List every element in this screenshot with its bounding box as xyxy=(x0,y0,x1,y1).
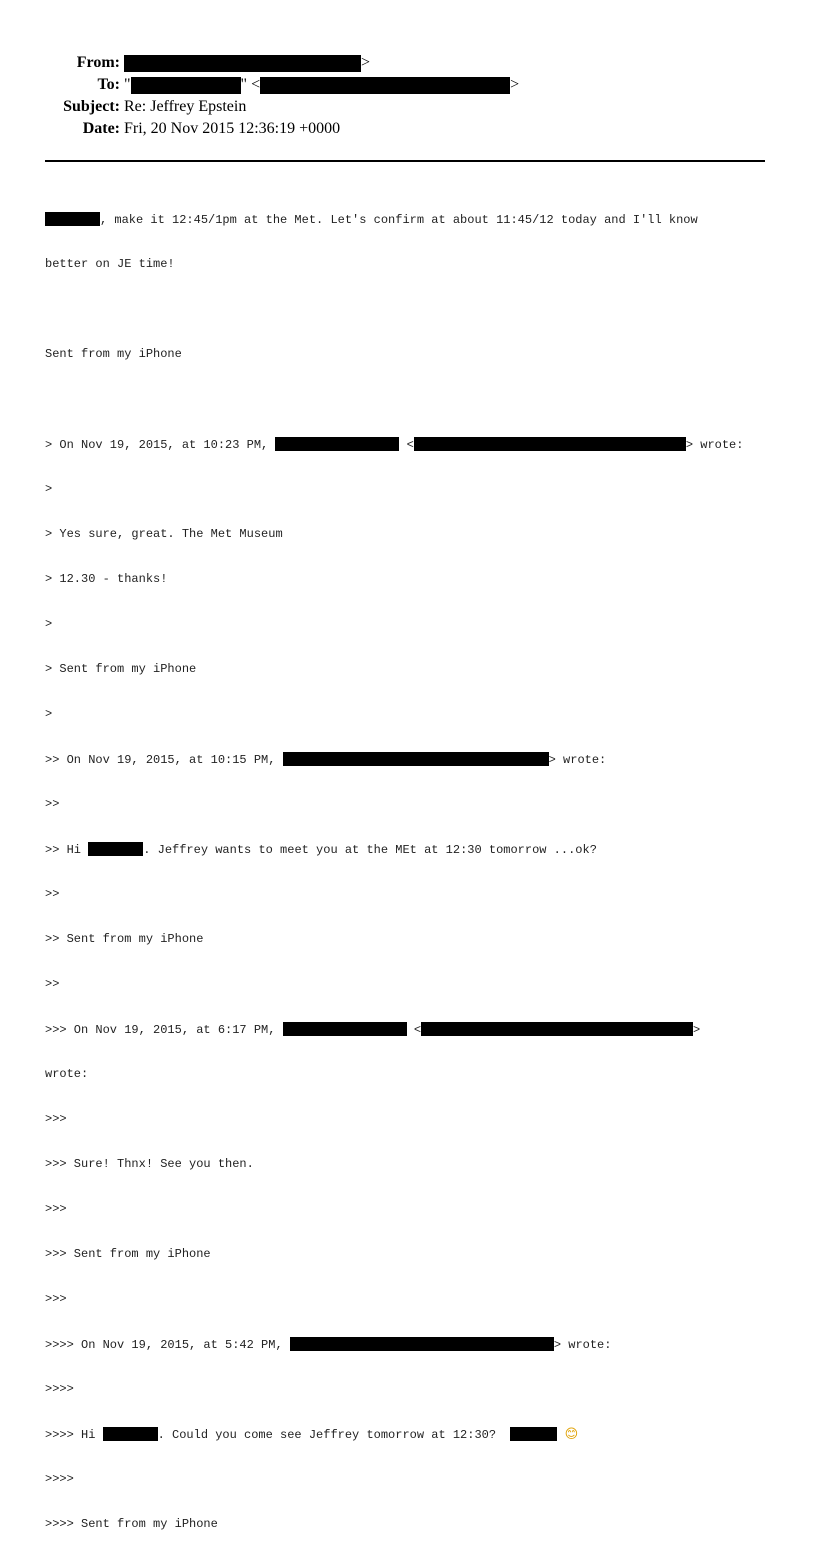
body-line: >>> xyxy=(45,1202,67,1216)
to-value xyxy=(124,76,519,94)
redaction xyxy=(88,842,143,856)
body-line: >>>> xyxy=(45,1382,74,1396)
redaction xyxy=(45,212,100,226)
from-value xyxy=(124,54,370,72)
redaction xyxy=(124,55,361,72)
body-line: >> xyxy=(45,887,60,901)
redaction xyxy=(103,1427,158,1441)
body-text: > wrote: xyxy=(548,753,607,767)
body-line: > 12.30 - thanks! xyxy=(45,572,168,586)
body-line: >>>> xyxy=(45,1472,74,1486)
body-line: > xyxy=(45,482,53,496)
header-divider xyxy=(45,160,765,162)
body-text: . Jeffrey wants to meet you at the MEt at 12:30 tomorrow ...ok? xyxy=(143,843,597,857)
body-line xyxy=(45,302,785,317)
body-line xyxy=(45,212,785,227)
redaction xyxy=(131,77,241,94)
to-suffix: > xyxy=(510,76,520,93)
body-line xyxy=(45,752,785,767)
body-text: > xyxy=(693,1023,701,1037)
to-quote-close: " < xyxy=(240,76,261,93)
redaction xyxy=(260,77,510,94)
body-line: > Sent from my iPhone xyxy=(45,662,197,676)
email-body xyxy=(45,182,785,1547)
body-line xyxy=(45,1022,785,1037)
body-line: > xyxy=(45,617,53,631)
body-line: >>> xyxy=(45,1292,67,1306)
from-suffix: > xyxy=(361,54,371,71)
body-text: >>>> On Nov 19, 2015, at 5:42 PM, xyxy=(45,1338,290,1352)
body-line xyxy=(45,1427,785,1442)
body-text: > On Nov 19, 2015, at 10:23 PM, xyxy=(45,438,276,452)
from-row xyxy=(0,54,600,72)
body-line xyxy=(45,392,785,407)
redaction xyxy=(283,1022,407,1036)
body-text: , make it 12:45/1pm at the Met. Let's confirm at about 11:45/12 today and I'll know xyxy=(100,213,698,227)
subject-row xyxy=(0,98,600,116)
date-value: Fri, 20 Nov 2015 12:36:19 +0000 xyxy=(124,120,341,137)
date-label: Date: xyxy=(82,120,120,137)
body-line xyxy=(45,437,785,452)
body-line: > xyxy=(45,707,53,721)
body-text: > wrote: xyxy=(685,438,744,452)
body-text: > wrote: xyxy=(553,1338,612,1352)
body-text: >> Hi xyxy=(45,843,89,857)
body-text: < xyxy=(399,438,414,452)
body-line xyxy=(45,1337,785,1352)
body-line: >>> xyxy=(45,1112,67,1126)
redaction xyxy=(290,1337,554,1351)
redaction xyxy=(421,1022,693,1036)
body-line: >> xyxy=(45,977,60,991)
body-text: < xyxy=(406,1023,422,1037)
body-text: >>> On Nov 19, 2015, at 6:17 PM, xyxy=(45,1023,283,1037)
from-label: From: xyxy=(76,54,120,71)
to-quote-open: " xyxy=(124,76,131,93)
body-line: >>> Sure! Thnx! See you then. xyxy=(45,1157,254,1171)
redaction xyxy=(510,1427,557,1441)
body-line: >> xyxy=(45,797,60,811)
body-line xyxy=(45,842,785,857)
to-row xyxy=(0,76,600,94)
body-line: >> Sent from my iPhone xyxy=(45,932,204,946)
body-line: >>>> Sent from my iPhone xyxy=(45,1517,218,1531)
body-text: >>>> Hi xyxy=(45,1428,103,1442)
body-line: Sent from my iPhone xyxy=(45,347,182,361)
subject-label: Subject: xyxy=(63,98,120,115)
redaction xyxy=(275,437,399,451)
body-line: > Yes sure, great. The Met Museum xyxy=(45,527,283,541)
body-line: wrote: xyxy=(45,1067,89,1081)
to-label: To: xyxy=(97,76,120,93)
body-line: >>> Sent from my iPhone xyxy=(45,1247,211,1261)
redaction xyxy=(283,752,549,766)
subject-value: Re: Jeffrey Epstein xyxy=(124,98,247,115)
date-row xyxy=(0,120,600,138)
redaction xyxy=(414,437,686,451)
body-text: >> On Nov 19, 2015, at 10:15 PM, xyxy=(45,753,283,767)
body-line: better on JE time! xyxy=(45,257,175,271)
body-text: . Could you come see Jeffrey tomorrow at 12:30? xyxy=(157,1428,511,1442)
smile-emoji-icon: 😊 xyxy=(564,1427,579,1442)
